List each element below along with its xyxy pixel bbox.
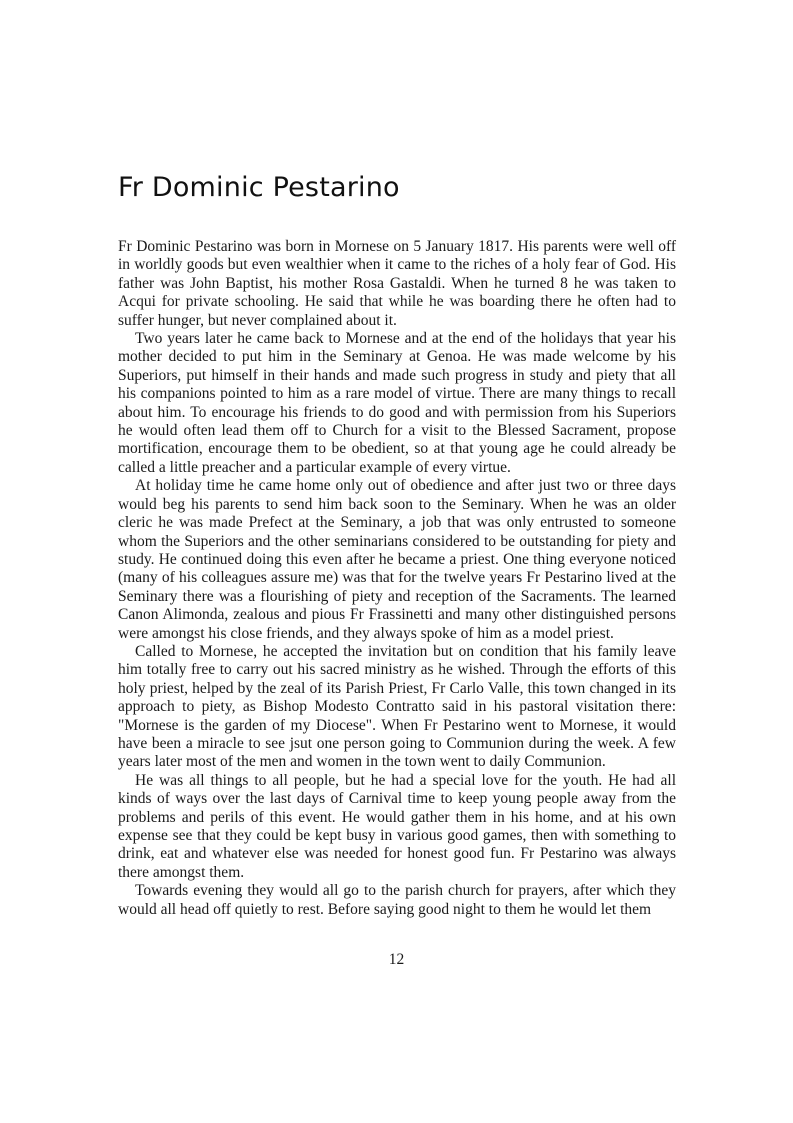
- paragraph-2: Two years later he came back to Mornese and at the end of the holidays that year his mother decided to put him in the Seminary at Genoa. He was made welcome by his Superiors, put himself in their hands and made such progress in study and piety that all his companions pointed to him as a rare model of virtue. There are many things to recall about him. To encourage his friends to do good and with permission from his Superiors he would often lead them off to Church for a visit to the Blessed Sacrament, propose mortification, encourage them to be obedient, so at that young age he could already be called a little preacher and a particular example of every virtue.: [118, 330, 676, 476]
- page-title: Fr Dominic Pestarino: [118, 172, 400, 203]
- paragraph-6: Towards evening they would all go to the parish church for prayers, after which they would all head off quietly to rest. Before saying good night to them he would let them: [118, 882, 676, 918]
- paragraph-5: He was all things to all people, but he had a special love for the youth. He had all kinds of ways over the last days of Carnival time to keep young people away from the problems and perils of this event. He would gather them in his home, and at his own expense see that they could be kept busy in various good games, then with something to drink, eat and whatever else was needed for honest good fun. Fr Pestarino was always there amongst them.: [118, 771, 676, 881]
- text-block: [118, 172, 676, 919]
- paragraph-4: Called to Mornese, he accepted the invitation but on condition that his family leave him totally free to carry out his sacred ministry as he wished. Through the efforts of this holy priest, helped by the zeal of its Parish Priest, Fr Carlo Valle, this town changed in its approach to piety, as Bishop Modesto Contratto said in his pastoral visitation there: "Mornese is the garden of my Diocese". When Fr Pestarino went to Mornese, it would have been a miracle to see jsut one person going to Communion during the week. A few years later most of the men and women in the town went to daily Communion.: [118, 642, 676, 771]
- paragraph-1: Fr Dominic Pestarino was born in Mornese on 5 January 1817. His parents were well off in worldly goods but even wealthier when it came to the riches of a holy fear of God. His father was John Baptist, his mother Rosa Gastaldi. When he turned 8 he was taken to Acqui for private schooling. He said that while he was boarding there he often had to suffer hunger, but never complained about it.: [118, 238, 676, 329]
- paragraph-3: At holiday time he came home only out of obedience and after just two or three days would beg his parents to send him back soon to the Seminary. When he was an older cleric he was made Prefect at the Seminary, a job that was only entrusted to someone whom the Superiors and the other seminarians considered to be outstanding for piety and study. He continued doing this even after he became a priest. One thing everyone noticed (many of his colleagues assure me) was that for the twelve years Fr Pestarino lived at the Seminary there was a flourishing of piety and reception of the Sacraments. The learned Canon Alimonda, zealous and pious Fr Frassinetti and many other distinguished persons were amongst his close friends, and they always spoke of him as a model priest.: [118, 477, 676, 642]
- body-text: [118, 238, 676, 919]
- page-number: 12: [388, 951, 405, 968]
